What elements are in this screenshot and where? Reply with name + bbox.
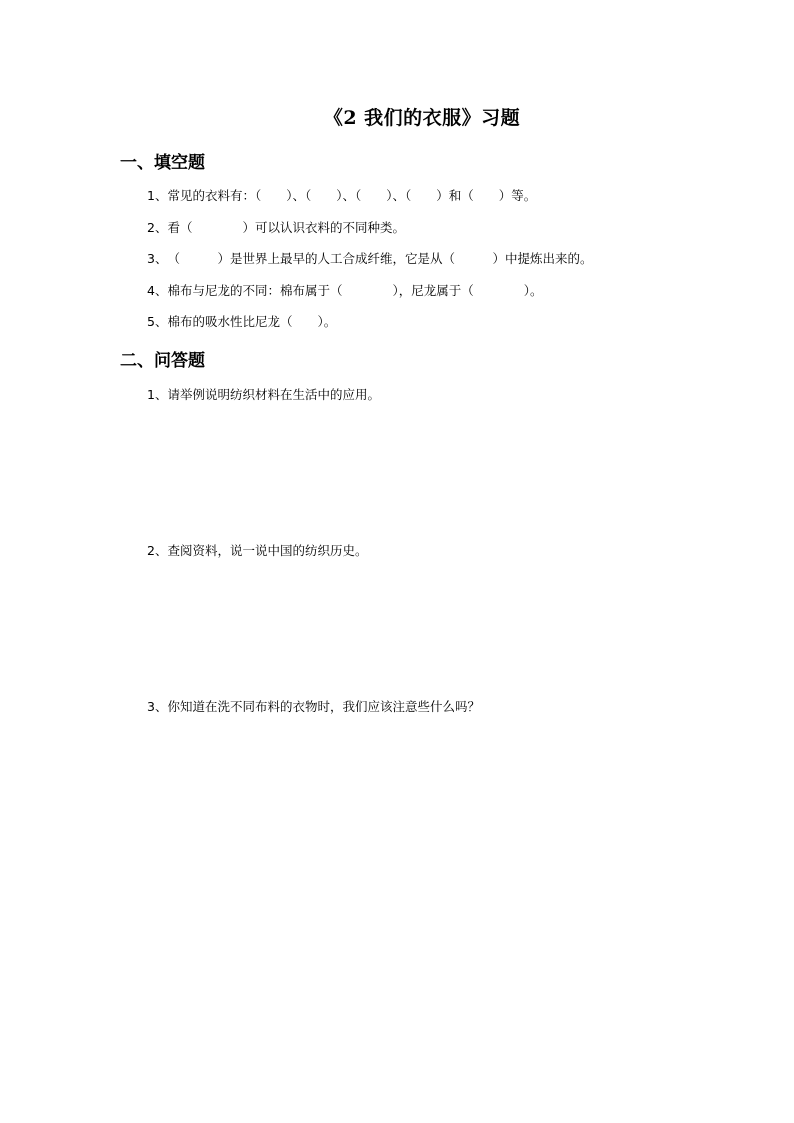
question-number: 4、 bbox=[147, 283, 168, 298]
qa-question-1 bbox=[147, 385, 380, 403]
question-text: 你知道在洗不同布料的衣物时，我们应该注意些什么吗？ bbox=[167, 699, 480, 714]
section-heading-qa: 二、问答题 bbox=[120, 351, 205, 371]
question-text: 查阅资料，说一说中国的纺织历史。 bbox=[167, 543, 368, 558]
question-text: 常见的衣料有：（ ）、（ ）、（ ）、（ ）和（ ）等。 bbox=[167, 188, 537, 203]
question-number: 5、 bbox=[147, 314, 168, 329]
question-text: 请举例说明纺织材料在生活中的应用。 bbox=[167, 387, 380, 402]
question-text: 看（ ）可以认识衣料的不同种类。 bbox=[167, 220, 405, 235]
fill-blank-question-5 bbox=[147, 312, 336, 330]
question-number: 1、 bbox=[147, 188, 168, 203]
fill-blank-question-1 bbox=[147, 186, 536, 204]
qa-question-3 bbox=[147, 697, 480, 715]
fill-blank-question-2 bbox=[147, 218, 405, 236]
question-text: 棉布的吸水性比尼龙（ ）。 bbox=[167, 314, 337, 329]
qa-question-2 bbox=[147, 541, 367, 559]
question-number: 1、 bbox=[147, 387, 168, 402]
question-number: 2、 bbox=[147, 220, 168, 235]
fill-blank-question-4 bbox=[147, 281, 542, 299]
question-number: 3、 bbox=[147, 251, 168, 266]
page-title: 《2 我们的衣服》习题 bbox=[323, 107, 521, 129]
question-text: （ ）是世界上最早的人工合成纤维，它是从（ ）中提炼出来的。 bbox=[167, 251, 593, 266]
fill-blank-question-3 bbox=[147, 249, 592, 267]
question-number: 2、 bbox=[147, 543, 168, 558]
question-text: 棉布与尼龙的不同：棉布属于（ ），尼龙属于（ ）。 bbox=[167, 283, 543, 298]
question-number: 3、 bbox=[147, 699, 168, 714]
section-heading-fill-blank: 一、填空题 bbox=[120, 153, 205, 173]
